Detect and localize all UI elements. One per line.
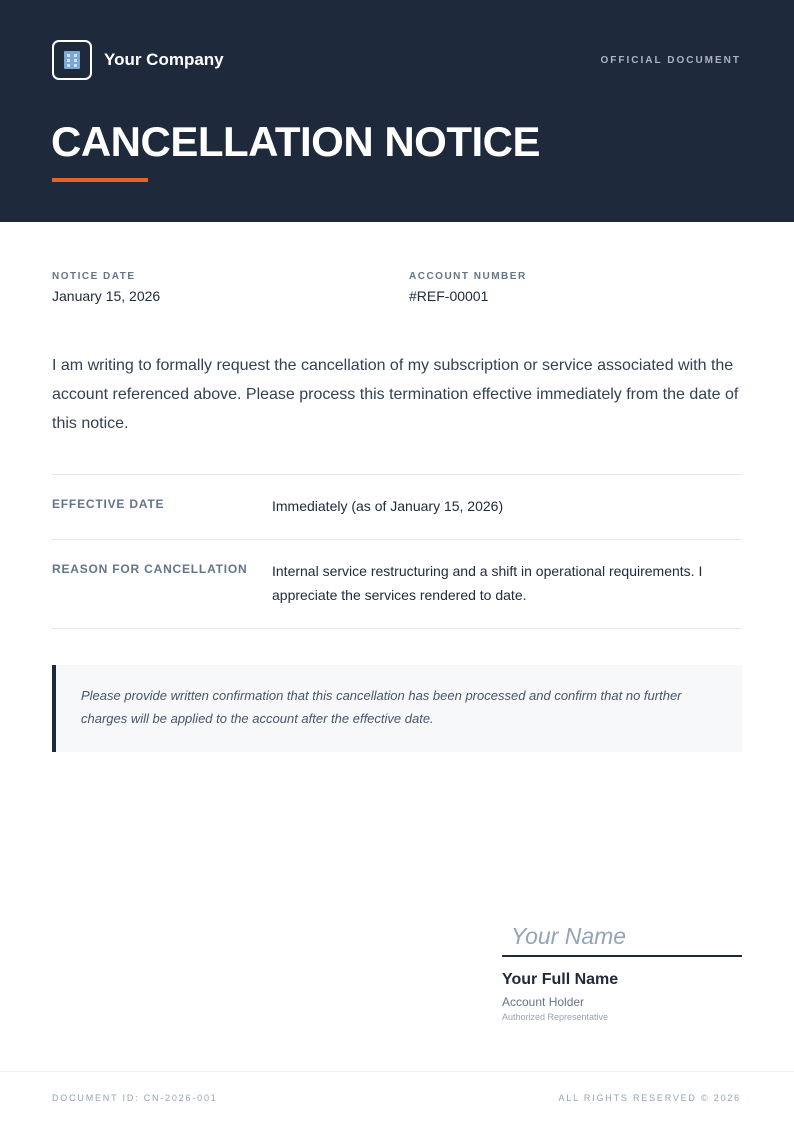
reason-value: Internal service restructuring and a shift in operational requirements. I appreciate the services rendered to date. xyxy=(272,563,703,603)
reason-label: REASON FOR CANCELLATION xyxy=(52,562,248,576)
document-title: CANCELLATION NOTICE xyxy=(51,118,541,165)
footer-divider xyxy=(0,1071,794,1072)
details-divider xyxy=(52,474,742,475)
details-divider xyxy=(52,628,742,629)
account-number-value: #REF-00001 xyxy=(409,288,489,304)
notice-date-value: January 15, 2026 xyxy=(52,288,161,304)
company-name: Your Company xyxy=(104,50,224,69)
notice-date-label: NOTICE DATE xyxy=(52,271,136,282)
brand xyxy=(52,40,224,80)
effective-date-label: EFFECTIVE DATE xyxy=(52,497,165,511)
title-accent-bar xyxy=(52,178,148,182)
company-logo xyxy=(52,40,92,80)
official-document-label: OFFICIAL DOCUMENT xyxy=(600,55,741,66)
body-paragraph: I am writing to formally request the cancellation of my subscription or service associated with the account referenced above. Please process this termination effective immediately from the date of this notice. xyxy=(52,357,739,432)
copyright-notice: ALL RIGHTS RESERVED © 2026 xyxy=(558,1093,741,1103)
signer-subtitle: Authorized Representative xyxy=(502,1012,609,1022)
signer-role: Account Holder xyxy=(502,995,585,1009)
account-number-label: ACCOUNT NUMBER xyxy=(409,271,527,282)
signature-line xyxy=(502,955,742,957)
office-building-icon xyxy=(64,51,80,69)
details-divider xyxy=(52,539,742,540)
confirmation-note xyxy=(52,665,742,752)
document-id: DOCUMENT ID: CN-2026-001 xyxy=(52,1093,218,1103)
effective-date-value: Immediately (as of January 15, 2026) xyxy=(272,498,504,514)
signer-full-name: Your Full Name xyxy=(502,971,619,988)
header-banner xyxy=(0,0,794,222)
signature-script: Your Name xyxy=(511,923,627,949)
confirmation-note-text: Please provide written confirmation that this cancellation has been processed and confirm that no further charges will be applied to the account after the effective date. xyxy=(81,688,682,726)
